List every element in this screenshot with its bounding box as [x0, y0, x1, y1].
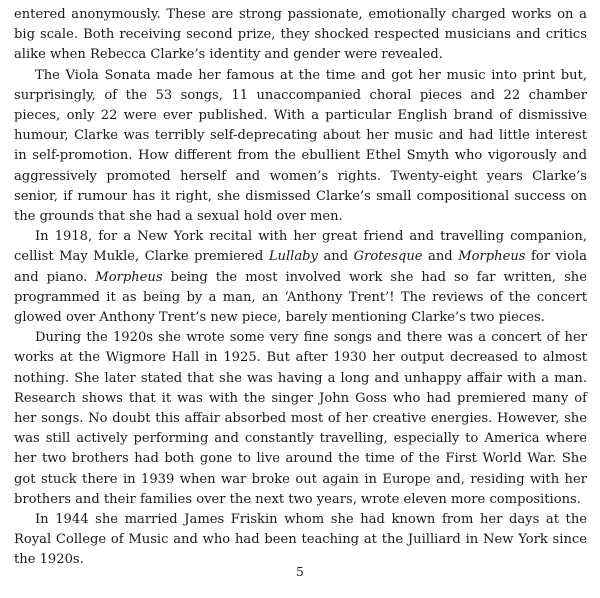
text-segment: being the most involved work she had so far written, she programmed it as being by a man, an ‘Anthony Trent’! The reviews of the concert glowed over Anthony Trent’s new piece, barely mentioning Clarke’s two pieces. [14, 269, 587, 326]
text-segment: During the 1920s she wrote some very fine songs and there was a concert of her works at the Wigmore Hall in 1925. But after 1930 her output decreased to almost nothing. She later stated that she was having a long and unhappy affair with a man. Research shows that it was with the singer John Goss who had premiered many of her songs. No doubt this affair absorbed most of her creative energies. However, she was still actively performing and constantly travelling, especially to America where her two brothers had both gone to live around the time of the First World War. She got stuck there in 1939 when war broke out again in Europe and, residing with her brothers and their families over the next two years, wrote eleven more compositions. [14, 330, 587, 507]
paragraph-4 [14, 328, 587, 510]
work-title-morpheus: Morpheus [458, 249, 526, 265]
text-segment: entered anonymously. These are strong passionate, emotionally charged works on a big scale. Both receiving second prize, they shocked respected musicians and critics alike when Rebecca Clarke’s identity and gender were revealed. [14, 7, 587, 63]
page-number: 5 [296, 565, 304, 579]
text-segment: In 1918, for a New York recital with her great friend and travelling companion, cellist May Mukle, Clarke premiered [14, 229, 587, 265]
paragraph-1 [14, 5, 587, 66]
work-title-morpheus: Morpheus [95, 269, 163, 285]
paragraph-5 [14, 510, 587, 571]
text-segment: In 1944 she married James Friskin whom she had known from her days at the Royal College of Music and who had been teaching at the Juilliard in New York since the 1920s. [14, 512, 587, 568]
paragraph-2 [14, 66, 587, 228]
paragraph-3 [14, 227, 587, 328]
body-text [14, 5, 587, 571]
work-title-lullaby: Lullaby [268, 249, 318, 265]
text-segment: and [422, 249, 459, 265]
text-segment: and [317, 249, 354, 265]
work-title-grotesque: Grotesque [353, 249, 423, 265]
text-segment: The Viola Sonata made her famous at the time and got her music into print but, surprisingly, of the 53 songs, 11 unaccompanied choral pieces and 22 chamber pieces, only 22 were ever published. With a particular English brand of dismissive humour, Clarke was terribly self-deprecating about her music and had little interest in self-promotion. How different from the ebullient Ethel Smyth who vigorously and aggressively promoted herself and women’s rights. Twenty-eight years Clarke’s senior, if rumour has it right, she dismissed Clarke’s small compositional success on the grounds that she had a sexual hold over men. [14, 67, 587, 225]
text-segment: for viola and piano. [14, 249, 587, 285]
